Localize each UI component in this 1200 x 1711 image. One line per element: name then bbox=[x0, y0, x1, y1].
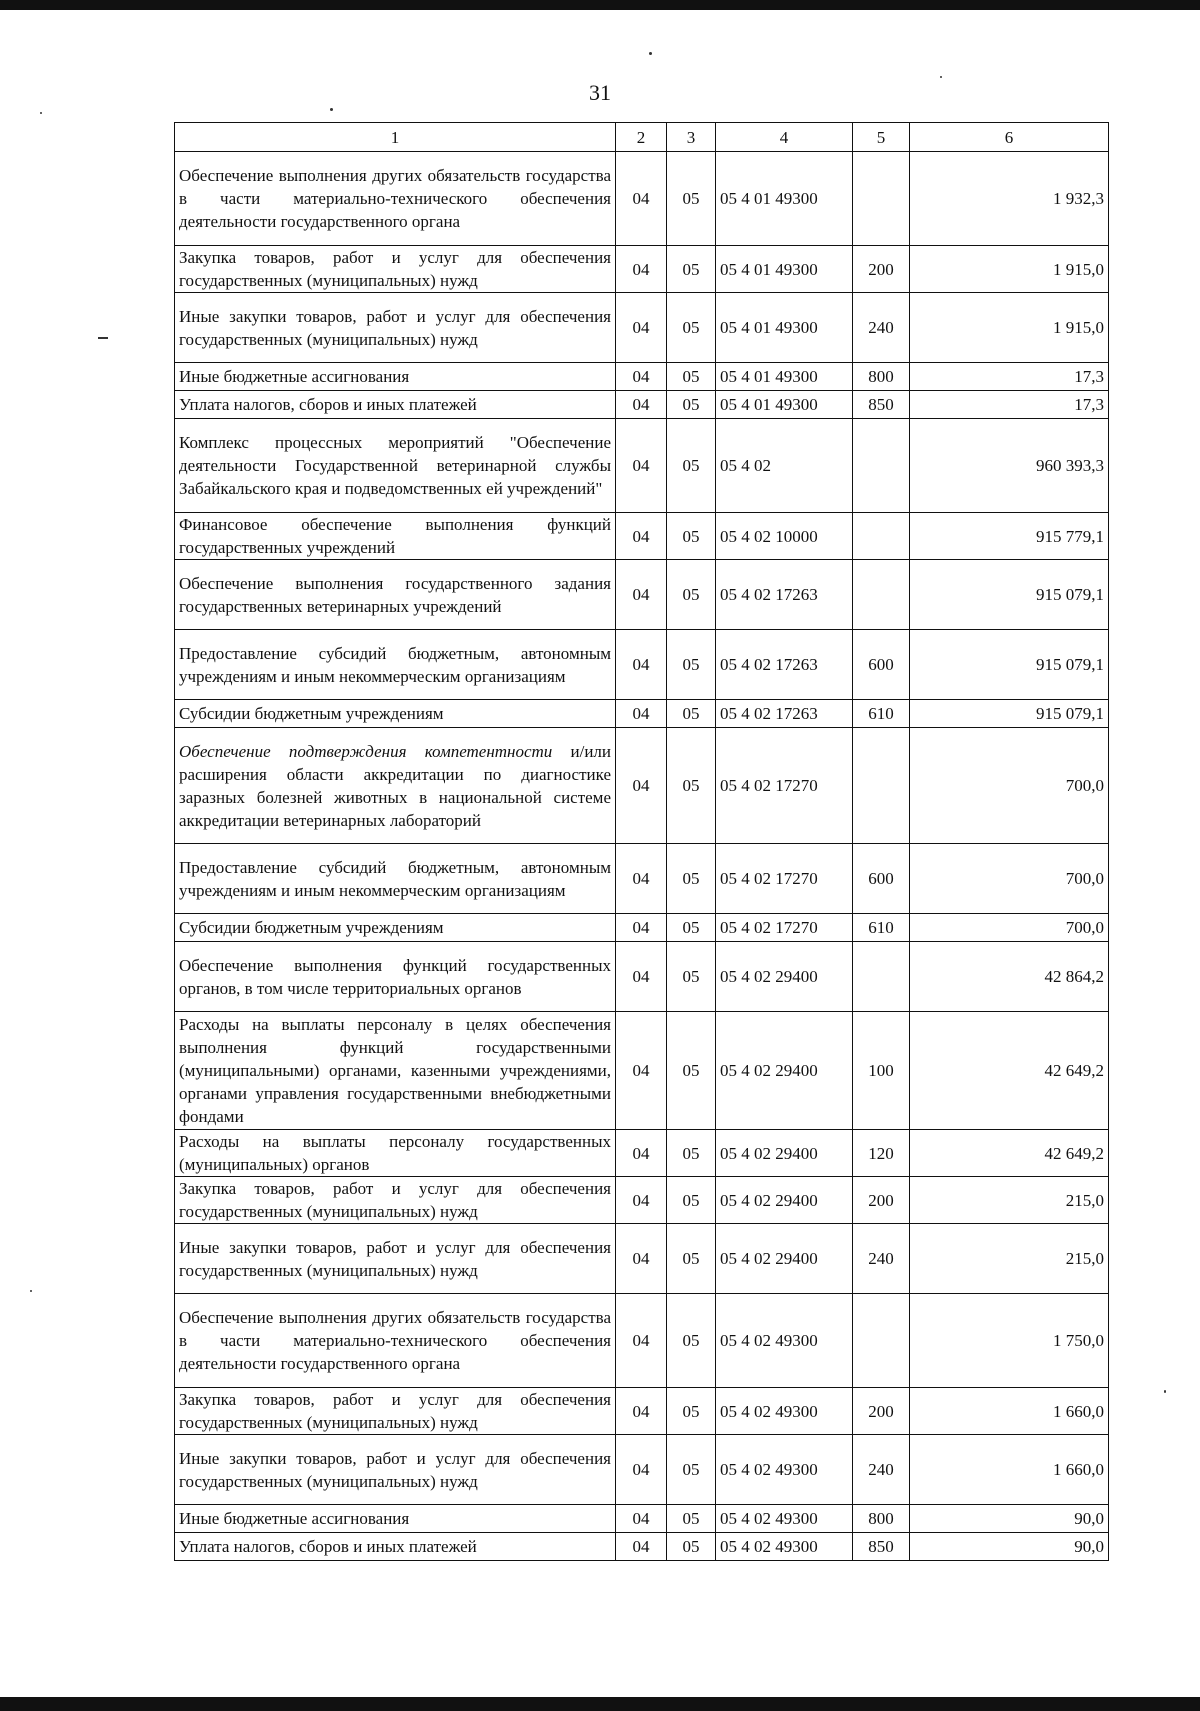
table-row bbox=[175, 700, 1109, 728]
expense-name-cell: Расходы на выплаты персоналу в целях обеспечения выполнения функций государственными (муниципальными) органами, казенными учреждениями, органами управления государственными внебюджетными фондами bbox=[175, 1012, 616, 1130]
expense-type-cell bbox=[853, 560, 910, 630]
section-code-cell: 04 bbox=[616, 1388, 667, 1435]
table-row bbox=[175, 293, 1109, 363]
expense-name-cell: Иные закупки товаров, работ и услуг для обеспечения государственных (муниципальных) нужд bbox=[175, 1435, 616, 1505]
subsection-code-cell: 05 bbox=[667, 1012, 716, 1130]
table-row bbox=[175, 1130, 1109, 1177]
expense-type-cell bbox=[853, 1294, 910, 1388]
table-row bbox=[175, 728, 1109, 844]
target-article-cell: 05 4 02 49300 bbox=[716, 1505, 853, 1533]
table-row bbox=[175, 630, 1109, 700]
expense-type-cell: 800 bbox=[853, 363, 910, 391]
table-row bbox=[175, 1505, 1109, 1533]
expense-name-cell: Иные бюджетные ассигнования bbox=[175, 1505, 616, 1533]
subsection-code-cell: 05 bbox=[667, 513, 716, 560]
target-article-cell: 05 4 02 49300 bbox=[716, 1294, 853, 1388]
expense-name-cell: Уплата налогов, сборов и иных платежей bbox=[175, 1533, 616, 1561]
header-cell: 1 bbox=[175, 123, 616, 152]
expense-type-cell bbox=[853, 152, 910, 246]
table-row bbox=[175, 419, 1109, 513]
expense-type-cell: 850 bbox=[853, 391, 910, 419]
expense-type-cell: 600 bbox=[853, 630, 910, 700]
target-article-cell: 05 4 02 17270 bbox=[716, 914, 853, 942]
section-code-cell: 04 bbox=[616, 560, 667, 630]
table-row bbox=[175, 914, 1109, 942]
amount-cell: 1 915,0 bbox=[910, 293, 1109, 363]
expense-name-cell: Субсидии бюджетным учреждениям bbox=[175, 914, 616, 942]
expense-type-cell: 240 bbox=[853, 1224, 910, 1294]
subsection-code-cell: 05 bbox=[667, 1294, 716, 1388]
subsection-code-cell: 05 bbox=[667, 630, 716, 700]
table-row bbox=[175, 942, 1109, 1012]
target-article-cell: 05 4 02 49300 bbox=[716, 1388, 853, 1435]
expense-type-cell bbox=[853, 728, 910, 844]
amount-cell: 915 079,1 bbox=[910, 630, 1109, 700]
expense-name-cell: Иные закупки товаров, работ и услуг для обеспечения государственных (муниципальных) нужд bbox=[175, 1224, 616, 1294]
target-article-cell: 05 4 01 49300 bbox=[716, 152, 853, 246]
scan-speck bbox=[649, 52, 652, 55]
header-cell: 5 bbox=[853, 123, 910, 152]
target-article-cell: 05 4 02 10000 bbox=[716, 513, 853, 560]
expense-name-cell: Обеспечение выполнения других обязательств государства в части материально-технического обеспечения деятельности государственного органа bbox=[175, 1294, 616, 1388]
expense-name-cell bbox=[175, 728, 616, 844]
scan-edge-top bbox=[0, 0, 1200, 10]
expense-name-cell: Обеспечение выполнения государственного задания государственных ветеринарных учреждений bbox=[175, 560, 616, 630]
expense-type-cell: 200 bbox=[853, 1177, 910, 1224]
target-article-cell: 05 4 02 17270 bbox=[716, 844, 853, 914]
amount-cell: 215,0 bbox=[910, 1224, 1109, 1294]
target-article-cell: 05 4 02 17263 bbox=[716, 630, 853, 700]
amount-cell: 42 864,2 bbox=[910, 942, 1109, 1012]
amount-cell: 42 649,2 bbox=[910, 1012, 1109, 1130]
scan-edge-bottom bbox=[0, 1697, 1200, 1711]
subsection-code-cell: 05 bbox=[667, 1435, 716, 1505]
table-row bbox=[175, 1224, 1109, 1294]
section-code-cell: 04 bbox=[616, 1294, 667, 1388]
subsection-code-cell: 05 bbox=[667, 1224, 716, 1294]
target-article-cell: 05 4 02 17270 bbox=[716, 728, 853, 844]
subsection-code-cell: 05 bbox=[667, 152, 716, 246]
subsection-code-cell: 05 bbox=[667, 246, 716, 293]
table-row bbox=[175, 1012, 1109, 1130]
amount-cell: 1 932,3 bbox=[910, 152, 1109, 246]
expense-name-cell: Комплекс процессных мероприятий "Обеспечение деятельности Государственной ветеринарной службы Забайкальского края и подведомственных ей учреждений" bbox=[175, 419, 616, 513]
amount-cell: 42 649,2 bbox=[910, 1130, 1109, 1177]
expense-name-cell: Обеспечение выполнения других обязательств государства в части материально-технического обеспечения деятельности государственного органа bbox=[175, 152, 616, 246]
expense-name-cell: Финансовое обеспечение выполнения функций государственных учреждений bbox=[175, 513, 616, 560]
subsection-code-cell: 05 bbox=[667, 1533, 716, 1561]
subsection-code-cell: 05 bbox=[667, 1130, 716, 1177]
subsection-code-cell: 05 bbox=[667, 391, 716, 419]
expense-type-cell: 850 bbox=[853, 1533, 910, 1561]
amount-cell: 700,0 bbox=[910, 914, 1109, 942]
subsection-code-cell: 05 bbox=[667, 363, 716, 391]
scan-speck bbox=[330, 108, 333, 111]
target-article-cell: 05 4 02 17263 bbox=[716, 560, 853, 630]
amount-cell: 17,3 bbox=[910, 363, 1109, 391]
section-code-cell: 04 bbox=[616, 293, 667, 363]
expense-name-cell: Расходы на выплаты персоналу государственных (муниципальных) органов bbox=[175, 1130, 616, 1177]
table-row bbox=[175, 246, 1109, 293]
subsection-code-cell: 05 bbox=[667, 293, 716, 363]
expense-name-italic: Обеспечение подтверждения компетентности bbox=[179, 741, 553, 761]
table-row bbox=[175, 513, 1109, 560]
expense-name-cell: Закупка товаров, работ и услуг для обеспечения государственных (муниципальных) нужд bbox=[175, 1177, 616, 1224]
section-code-cell: 04 bbox=[616, 1533, 667, 1561]
amount-cell: 90,0 bbox=[910, 1505, 1109, 1533]
expense-type-cell: 240 bbox=[853, 293, 910, 363]
expense-name-cell: Предоставление субсидий бюджетным, автономным учреждениям и иным некоммерческим организациям bbox=[175, 844, 616, 914]
subsection-code-cell: 05 bbox=[667, 1177, 716, 1224]
expense-type-cell: 610 bbox=[853, 700, 910, 728]
section-code-cell: 04 bbox=[616, 1177, 667, 1224]
amount-cell: 915 779,1 bbox=[910, 513, 1109, 560]
section-code-cell: 04 bbox=[616, 942, 667, 1012]
table-row bbox=[175, 1294, 1109, 1388]
amount-cell: 1 660,0 bbox=[910, 1435, 1109, 1505]
amount-cell: 1 660,0 bbox=[910, 1388, 1109, 1435]
section-code-cell: 04 bbox=[616, 1435, 667, 1505]
table-row bbox=[175, 1388, 1109, 1435]
expense-name-rest: и/или расширения области аккредитации по диагностике заразных болезней животных в национальной системе аккредитации ветеринарных лабораторий bbox=[179, 741, 612, 830]
subsection-code-cell: 05 bbox=[667, 700, 716, 728]
target-article-cell: 05 4 02 49300 bbox=[716, 1533, 853, 1561]
amount-cell: 700,0 bbox=[910, 844, 1109, 914]
target-article-cell: 05 4 01 49300 bbox=[716, 293, 853, 363]
section-code-cell: 04 bbox=[616, 513, 667, 560]
table-row bbox=[175, 391, 1109, 419]
target-article-cell: 05 4 02 bbox=[716, 419, 853, 513]
expense-type-cell: 600 bbox=[853, 844, 910, 914]
scan-speck bbox=[40, 112, 42, 114]
expense-type-cell: 200 bbox=[853, 1388, 910, 1435]
section-code-cell: 04 bbox=[616, 1224, 667, 1294]
section-code-cell: 04 bbox=[616, 844, 667, 914]
table-header-row bbox=[175, 123, 1109, 152]
section-code-cell: 04 bbox=[616, 630, 667, 700]
target-article-cell: 05 4 02 29400 bbox=[716, 1224, 853, 1294]
section-code-cell: 04 bbox=[616, 1012, 667, 1130]
section-code-cell: 04 bbox=[616, 1130, 667, 1177]
section-code-cell: 04 bbox=[616, 391, 667, 419]
expense-name-cell: Иные бюджетные ассигнования bbox=[175, 363, 616, 391]
expense-name-cell: Закупка товаров, работ и услуг для обеспечения государственных (муниципальных) нужд bbox=[175, 1388, 616, 1435]
section-code-cell: 04 bbox=[616, 1505, 667, 1533]
target-article-cell: 05 4 01 49300 bbox=[716, 391, 853, 419]
expense-type-cell: 240 bbox=[853, 1435, 910, 1505]
amount-cell: 1 750,0 bbox=[910, 1294, 1109, 1388]
section-code-cell: 04 bbox=[616, 246, 667, 293]
subsection-code-cell: 05 bbox=[667, 942, 716, 1012]
expense-type-cell: 200 bbox=[853, 246, 910, 293]
subsection-code-cell: 05 bbox=[667, 419, 716, 513]
expense-type-cell: 100 bbox=[853, 1012, 910, 1130]
target-article-cell: 05 4 01 49300 bbox=[716, 246, 853, 293]
scan-speck bbox=[98, 337, 108, 339]
expense-type-cell bbox=[853, 419, 910, 513]
target-article-cell: 05 4 02 17263 bbox=[716, 700, 853, 728]
header-cell: 6 bbox=[910, 123, 1109, 152]
expense-name-cell: Субсидии бюджетным учреждениям bbox=[175, 700, 616, 728]
expense-type-cell: 800 bbox=[853, 1505, 910, 1533]
subsection-code-cell: 05 bbox=[667, 1388, 716, 1435]
subsection-code-cell: 05 bbox=[667, 728, 716, 844]
table-row bbox=[175, 560, 1109, 630]
amount-cell: 90,0 bbox=[910, 1533, 1109, 1561]
header-cell: 2 bbox=[616, 123, 667, 152]
section-code-cell: 04 bbox=[616, 914, 667, 942]
scan-speck bbox=[30, 1290, 32, 1292]
expense-name-cell: Обеспечение выполнения функций государственных органов, в том числе территориальных органов bbox=[175, 942, 616, 1012]
expense-name-cell: Предоставление субсидий бюджетным, автономным учреждениям и иным некоммерческим организациям bbox=[175, 630, 616, 700]
header-cell: 4 bbox=[716, 123, 853, 152]
amount-cell: 215,0 bbox=[910, 1177, 1109, 1224]
target-article-cell: 05 4 02 49300 bbox=[716, 1435, 853, 1505]
amount-cell: 17,3 bbox=[910, 391, 1109, 419]
amount-cell: 915 079,1 bbox=[910, 560, 1109, 630]
subsection-code-cell: 05 bbox=[667, 1505, 716, 1533]
expense-type-cell: 610 bbox=[853, 914, 910, 942]
table-row bbox=[175, 1533, 1109, 1561]
section-code-cell: 04 bbox=[616, 152, 667, 246]
subsection-code-cell: 05 bbox=[667, 560, 716, 630]
amount-cell: 915 079,1 bbox=[910, 700, 1109, 728]
amount-cell: 960 393,3 bbox=[910, 419, 1109, 513]
target-article-cell: 05 4 02 29400 bbox=[716, 942, 853, 1012]
expense-name-cell: Иные закупки товаров, работ и услуг для обеспечения государственных (муниципальных) нужд bbox=[175, 293, 616, 363]
page-number: 31 bbox=[589, 80, 611, 105]
subsection-code-cell: 05 bbox=[667, 844, 716, 914]
expense-type-cell bbox=[853, 513, 910, 560]
expense-name-cell: Закупка товаров, работ и услуг для обеспечения государственных (муниципальных) нужд bbox=[175, 246, 616, 293]
amount-cell: 1 915,0 bbox=[910, 246, 1109, 293]
header-cell: 3 bbox=[667, 123, 716, 152]
expense-name-cell: Уплата налогов, сборов и иных платежей bbox=[175, 391, 616, 419]
expense-type-cell bbox=[853, 942, 910, 1012]
table-row bbox=[175, 844, 1109, 914]
scan-speck bbox=[940, 76, 942, 78]
table-row bbox=[175, 152, 1109, 246]
budget-table bbox=[174, 122, 1109, 1561]
target-article-cell: 05 4 02 29400 bbox=[716, 1012, 853, 1130]
target-article-cell: 05 4 02 29400 bbox=[716, 1177, 853, 1224]
table-row bbox=[175, 1177, 1109, 1224]
subsection-code-cell: 05 bbox=[667, 914, 716, 942]
expense-type-cell: 120 bbox=[853, 1130, 910, 1177]
section-code-cell: 04 bbox=[616, 700, 667, 728]
target-article-cell: 05 4 02 29400 bbox=[716, 1130, 853, 1177]
amount-cell: 700,0 bbox=[910, 728, 1109, 844]
target-article-cell: 05 4 01 49300 bbox=[716, 363, 853, 391]
scan-speck bbox=[1164, 1390, 1166, 1393]
table-row bbox=[175, 363, 1109, 391]
table-row bbox=[175, 1435, 1109, 1505]
section-code-cell: 04 bbox=[616, 728, 667, 844]
section-code-cell: 04 bbox=[616, 363, 667, 391]
section-code-cell: 04 bbox=[616, 419, 667, 513]
